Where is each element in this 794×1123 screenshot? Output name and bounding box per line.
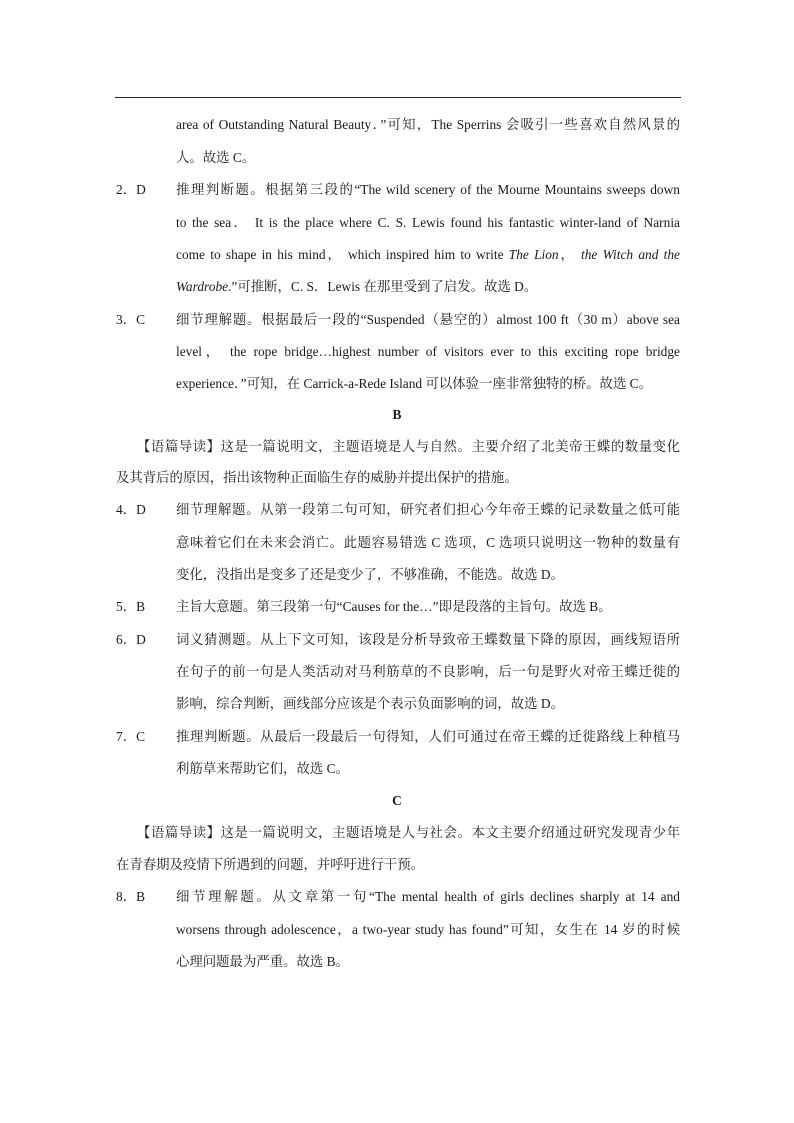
- top-rule: [115, 97, 681, 98]
- q2-line-2: to the sea． It is the place where C. S. Lewis found his fantastic winter-land of Narnia: [176, 215, 680, 230]
- q5-number: 5．B: [116, 599, 146, 614]
- q7-number: 7．C: [116, 729, 146, 744]
- q4-line-3: 变化，没指出是变多了还是变少了，不够准确，不能选。故选 D。: [176, 567, 564, 582]
- q3-number: 3．C: [116, 312, 146, 327]
- q8-line-2: worsens through adolescence，a two-year study has found”可知，女生在 14 岁的时候: [176, 922, 680, 937]
- book-title-part-3: Wardrobe: [176, 279, 229, 294]
- q2-line-3: come to shape in his mind， which inspired him to write The Lion， the Witch and the: [176, 247, 680, 262]
- section-b-heading: B: [392, 407, 402, 422]
- q6-number: 6．D: [116, 632, 146, 647]
- q6-line-1: 词义猜测题。从上下文可知，该段是分析导致帝王蝶数量下降的原因，画线短语所: [176, 632, 680, 647]
- q1-line-2: 人。故选 C。: [176, 150, 256, 165]
- section-c-guide-line-1: 【语篇导读】这是一篇说明文，主题语境是人与社会。本文主要介绍通过研究发现青少年: [137, 825, 680, 840]
- book-title-part-2: the Witch and the: [581, 247, 680, 262]
- section-b-guide-line-1: 【语篇导读】这是一篇说明文，主题语境是人与自然。主要介绍了北美帝王蝶的数量变化: [137, 439, 680, 454]
- q2-line-1: 推理判断题。根据第三段的“The wild scenery of the Mourne Mountains sweeps down: [176, 182, 680, 197]
- q8-line-1: 细节理解题。从文章第一句“The mental health of girls declines sharply at 14 and: [176, 889, 680, 904]
- q3-line-3: experience．”可知，在 Carrick-a-Rede Island 可以体验一座非常独特的桥。故选 C。: [176, 376, 653, 391]
- q4-line-1: 细节理解题。从第一段第二句可知，研究者们担心今年帝王蝶的记录数量之低可能: [176, 502, 680, 517]
- section-c-guide-line-2: 在青春期及疫情下所遇到的问题，并呼吁进行干预。: [116, 857, 424, 872]
- q4-line-2: 意味着它们在未来会消亡。此题容易错选 C 选项，C 选项只说明这一物种的数量有: [176, 535, 680, 550]
- q4-number: 4．D: [116, 502, 146, 517]
- q3-line-2: level， the rope bridge…highest number of visitors ever to this exciting rope bridge: [176, 344, 680, 359]
- q2-number: 2．D: [116, 182, 146, 197]
- q5-line-1: 主旨大意题。第三段第一句“Causes for the…”即是段落的主旨句。故选 B。: [176, 599, 612, 614]
- q2-line-4: Wardrobe.”可推断，C. S．Lewis 在那里受到了启发。故选 D。: [176, 279, 538, 294]
- q7-line-1: 推理判断题。从最后一段最后一句得知，人们可通过在帝王蝶的迁徙路线上种植马: [176, 729, 680, 744]
- q8-line-3: 心理问题最为严重。故选 B。: [176, 954, 349, 969]
- section-b-guide-line-2: 及其背后的原因，指出该物种正面临生存的威胁并提出保护的措施。: [116, 470, 518, 485]
- section-c-heading: C: [392, 793, 402, 808]
- q3-line-1: 细节理解题。根据最后一段的“Suspended（悬空的）almost 100 ft（30 m）above sea: [176, 312, 680, 327]
- book-title-part-1: The Lion: [508, 247, 559, 262]
- q6-line-2: 在句子的前一句是人类活动对马利筋草的不良影响，后一句是野火对帝王蝶迁徙的: [176, 664, 680, 679]
- q7-line-2: 利筋草来帮助它们，故选 C。: [176, 761, 349, 776]
- q6-line-3: 影响，综合判断，画线部分应该是个表示负面影响的词，故选 D。: [176, 696, 564, 711]
- q1-line-1: area of Outstanding Natural Beauty．”可知，The Sperrins 会吸引一些喜欢自然风景的: [176, 117, 680, 132]
- q8-number: 8．B: [116, 889, 146, 904]
